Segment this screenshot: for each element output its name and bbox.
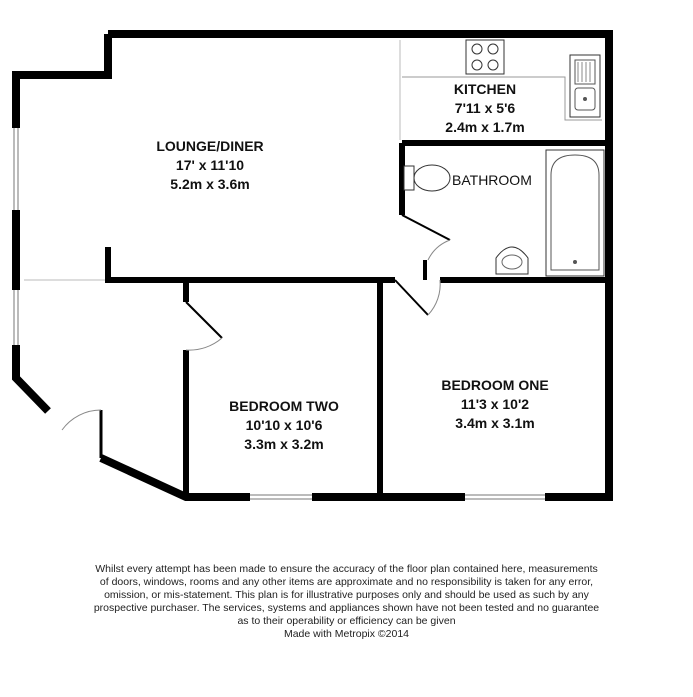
washbasin-icon: [496, 247, 528, 274]
bathtub-icon: [546, 150, 604, 276]
disclaimer-line: Whilst every attempt has been made to ensure the accuracy of the floor plan contained here, measurements: [95, 563, 598, 575]
disclaimer: [40, 563, 653, 641]
toilet-icon: [404, 165, 450, 191]
credit-line: Made with Metropix ©2014: [283, 628, 410, 640]
lounge-diner-metric: 5.2m x 3.6m: [170, 176, 250, 192]
bedroom-one-label: [410, 376, 580, 433]
hob-icon: [466, 40, 504, 74]
disclaimer-line: of doors, windows, rooms and any other items are approximate and no responsibility is taken for any error,: [99, 576, 594, 588]
bedroom-one-name: BEDROOM ONE: [441, 377, 549, 393]
kitchen-imperial: 7'11 x 5'6: [454, 100, 516, 116]
disclaimer-line: prospective purchaser. The services, systems and appliances shown have not been tested and no guarantee: [93, 602, 600, 614]
bedroom-two-metric: 3.3m x 3.2m: [244, 436, 324, 452]
sink-icon: [570, 55, 600, 117]
lounge-diner-name: LOUNGE/DINER: [156, 138, 264, 154]
lounge-diner-label: [120, 137, 300, 194]
bedroom-one-door: [395, 280, 440, 315]
bedroom-one-imperial: 11'3 x 10'2: [460, 396, 530, 412]
bedroom-two-name: BEDROOM TWO: [229, 398, 339, 414]
bedroom-one-metric: 3.4m x 3.1m: [455, 415, 535, 431]
bedroom-two-label: [200, 397, 368, 454]
kitchen-name: KITCHEN: [453, 81, 517, 97]
disclaimer-line: omission, or mis-statement. This plan is for illustrative purposes only and should be used as such by any: [104, 589, 589, 601]
bedroom-two-door: [186, 302, 222, 350]
bathroom-door: [402, 215, 450, 280]
lounge-diner-imperial: 17' x 11'10: [175, 157, 245, 173]
bathroom-label: BATHROOM: [452, 172, 532, 188]
disclaimer-line: as to their operability or efficiency can be given: [237, 615, 456, 627]
kitchen-metric: 2.4m x 1.7m: [445, 119, 525, 135]
kitchen-label: [420, 80, 550, 137]
entrance-door: [62, 410, 101, 458]
bedroom-two-imperial: 10'10 x 10'6: [245, 417, 323, 433]
